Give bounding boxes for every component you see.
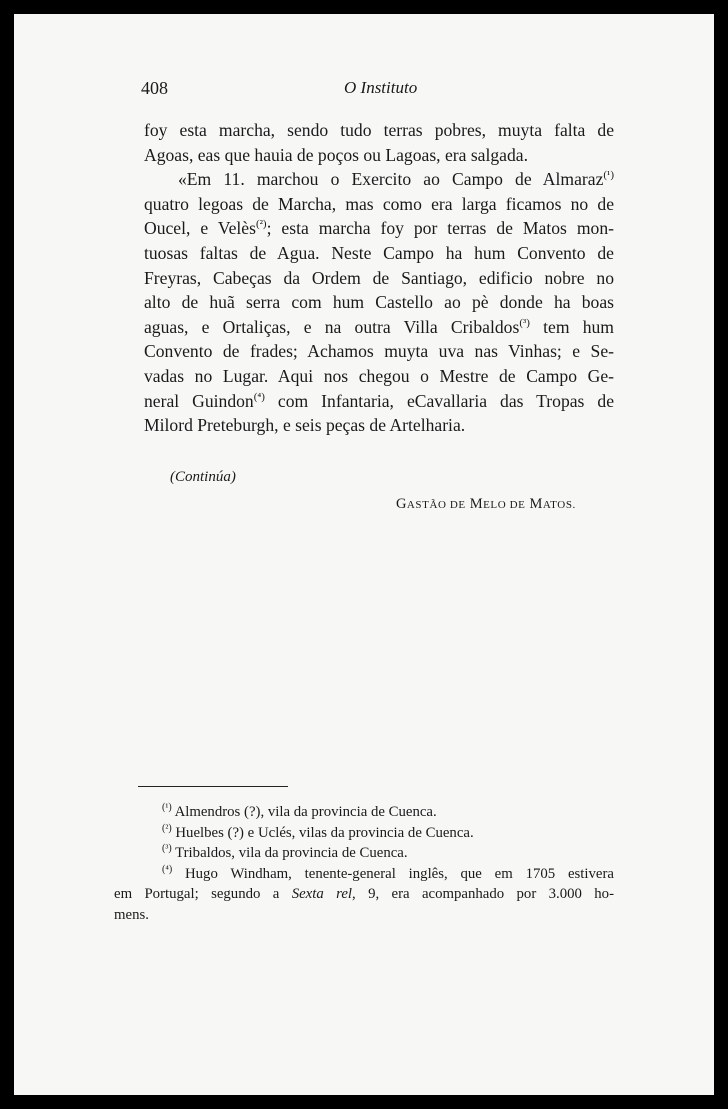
text-line: foy esta marcha, sendo tudo terras pobres, muyta falta de <box>144 120 614 140</box>
text-line: Convento de frades; Achamos muyta uva nas Vinhas; e Se- <box>144 341 614 362</box>
footnote <box>114 802 614 823</box>
author-smallcaps: ELO DE <box>483 499 526 511</box>
footnote-reference: (³) <box>519 316 530 329</box>
footnote-text: Huelbes (?) e Uclés, vilas da provincia de Cuenca. <box>175 824 474 841</box>
footnote-text: Almendros (?), vila da provincia de Cuenca. <box>174 804 437 820</box>
footnote-text: Tribaldos, vila da provincia de Cuenca. <box>175 845 408 861</box>
footnote-text: em Portugal; segundo a <box>114 886 292 902</box>
running-title: O Instituto <box>344 78 418 97</box>
author-initial: G <box>396 496 407 512</box>
text-line <box>144 216 614 241</box>
author-signature <box>396 496 576 513</box>
author-smallcaps: ATOS. <box>542 499 576 511</box>
body-text <box>144 118 614 438</box>
text-line: tuosas faltas de Agua. Neste Campo ha hum Convento de <box>144 242 614 263</box>
page-number: 408 <box>141 78 168 98</box>
text-segment: aguas, e Ortaliças, e na outra Villa Cribaldos <box>144 316 520 337</box>
footnote-number: (⁴) <box>162 863 173 875</box>
text-line <box>144 315 614 340</box>
footnote-reference: (¹) <box>603 169 614 182</box>
footnote-number: (¹) <box>162 802 172 814</box>
text-line: alto de huã serra com hum Castello ao pè donde ha boas <box>144 292 614 313</box>
text-segment: ; esta marcha foy por terras de Matos mon- <box>266 218 614 239</box>
footnote <box>114 823 614 844</box>
footnote <box>114 843 614 864</box>
footnote-italic: Sexta rel <box>291 886 353 902</box>
footnote <box>114 864 614 885</box>
footnote-separator <box>138 786 288 787</box>
text-line: Agoas, eas que hauia de poços ou Lagoas, era salgada. <box>144 144 528 165</box>
text-line <box>144 389 614 414</box>
footnote-number: (²) <box>162 822 172 834</box>
text-line <box>144 167 614 192</box>
footnote-number: (³) <box>162 843 172 855</box>
text-segment: «Em 11. marchou o Exercito ao Campo de Almaraz <box>178 169 604 190</box>
footnote-text: Hugo Windham, tenente-general inglês, que em 1705 estivera <box>184 865 614 882</box>
author-initial: M <box>529 496 543 512</box>
page-header <box>14 66 714 96</box>
footnote-continuation <box>114 884 614 905</box>
text-line: vadas no Lugar. Aqui nos chegou o Mestre de Campo Ge- <box>144 365 614 386</box>
text-segment: neral Guindon <box>144 390 254 411</box>
author-smallcaps: ASTÃO DE <box>406 499 466 511</box>
text-segment: Oucel, e Velès <box>144 218 256 239</box>
text-segment: tem hum <box>529 316 614 337</box>
book-page <box>14 14 714 1095</box>
footnote-text: , 9, era acompanhado por 3.000 ho- <box>352 886 615 902</box>
footnote-continuation: mens. <box>114 906 149 923</box>
author-initial: M <box>469 496 484 512</box>
text-segment: com Infantaria, eCavallaria das Tropas de <box>264 390 614 411</box>
continued-note: (Continúa) <box>170 469 236 485</box>
text-line: Milord Preteburgh, e seis peças de Artelharia. <box>144 415 466 436</box>
footnote-reference: (⁴) <box>253 390 265 403</box>
footnotes <box>114 802 614 925</box>
text-line: Freyras, Cabeças da Ordem de Santiago, edificio nobre no <box>144 267 614 288</box>
text-line: quatro legoas de Marcha, mas como era larga ficamos no de <box>144 193 614 214</box>
footnote-reference: (²) <box>255 218 267 231</box>
